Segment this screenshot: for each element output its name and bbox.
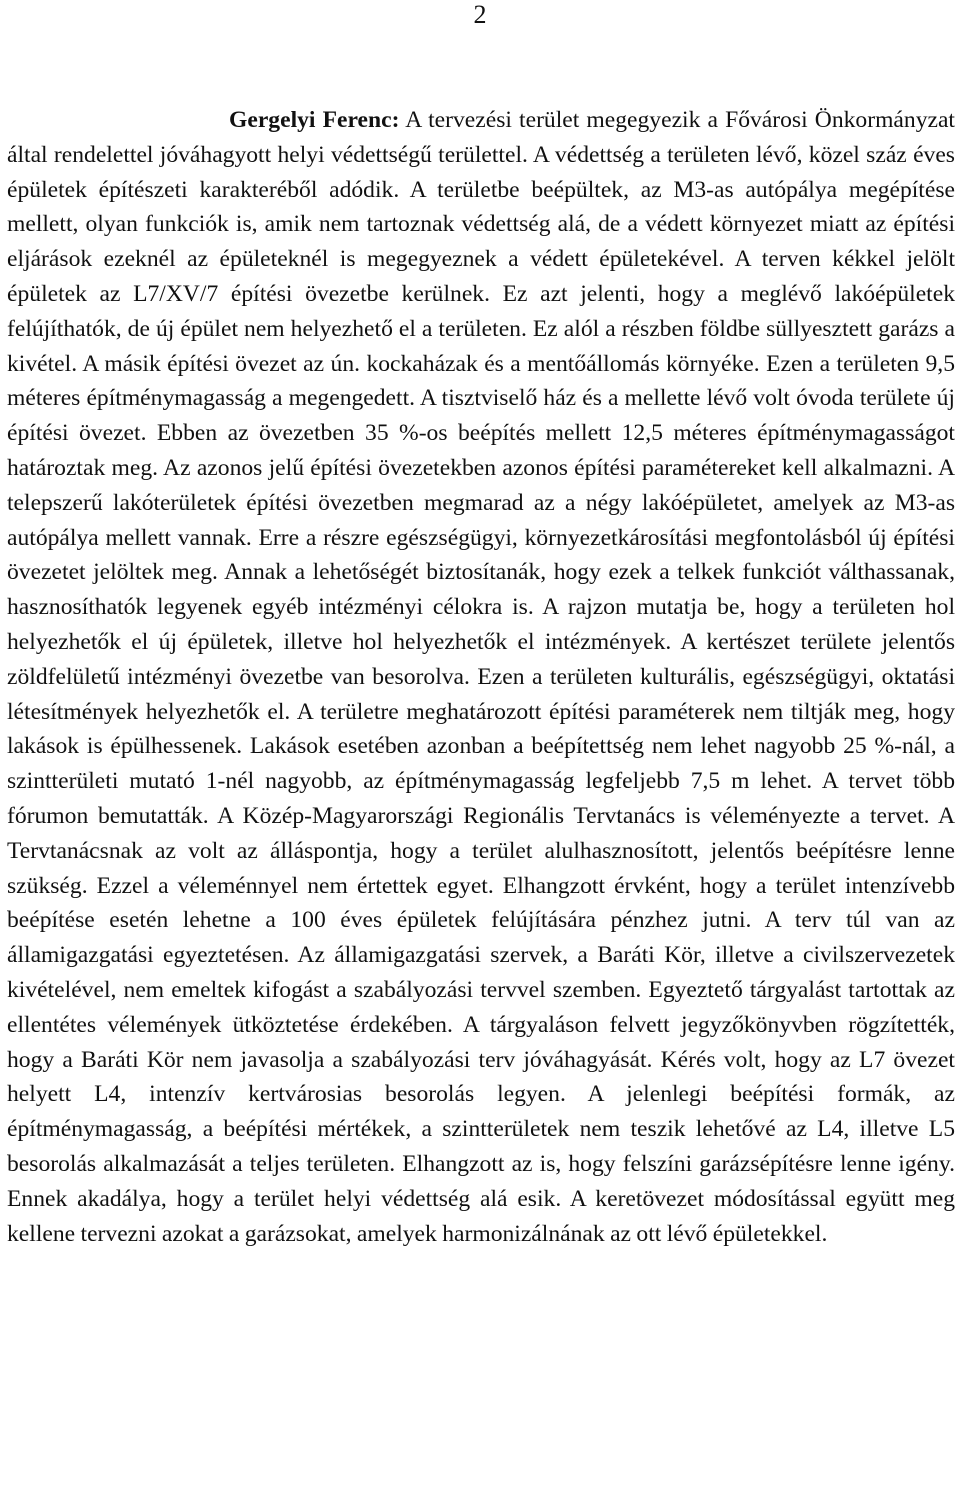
speaker-paragraph xyxy=(7,103,955,1251)
paragraph-text: A tervezési terület megegyezik a Fővárosi Önkormányzat által rendelettel jóváhagyott helyi védettségű területtel. A védettség a területen lévő, közel száz éves épületek építészeti karakteréből adódik. A területbe beépültek, az M3-as autópálya megépítése mellett, olyan funkciók is, amik nem tartoznak védettség alá, de a védett környezet miatt az építési eljárások ezeknél az épületeknél is megegyeznek a védett épületekével. A terven kékkel jelölt épületek az L7/XV/7 építési övezetbe kerülnek. Ez azt jelenti, hogy a meglévő lakóépületek felújíthatók, de új épület nem helyezhető el a területen. Ez alól a részben földbe süllyesztett garázs a kivétel. A másik építési övezet az ún. kockaházak és a mentőállomás környéke. Ezen a területen 9,5 méteres építménymagasság a megengedett. A tisztviselő ház és a mellette lévő volt óvoda területe új építési övezet. Ebben az övezetben 35 %-os beépítés mellett 12,5 méteres építménymagasságot határoztak meg. Az azonos jelű építési övezetekben azonos építési paramétereket kell alkalmazni. A telepszerű lakóterületek építési övezetben megmarad az a négy lakóépületet, amelyek az M3-as autópálya mellett vannak. Erre a részre egészségügyi, környezetkárosítási megfontolásból új építési övezetet jelöltek meg. Annak a lehetőségét biztosítanák, hogy ezek a telkek funkciót válthassanak, hasznosíthatók legyenek egyéb intézményi célokra is. A rajzon mutatja be, hogy a területen hol helyezhetők el új épületek, illetve hol helyezhetők el intézmények. A kertészet területe jelentős zöldfelületű intézményi övezetbe van besorolva. Ezen a területen kulturális, egészségügyi, oktatási létesítmények helyezhetők el. A területre meghatározott építési paraméterek nem tiltják meg, hogy lakások is épülhessenek. Lakások esetében azonban a beépítettség nem lehet nagyobb 25 %-nál, a szintterületi mutató 1-nél nagyobb, az építménymagasság legfeljebb 7,5 m lehet. A tervet több fórumon bemutatták. A Közép-Magyarországi Regionális Tervtanács is véleményezte a tervet. A Tervtanácsnak az volt az álláspontja, hogy a terület alulhasznosított, jelentős beépítésre lenne szükség. Ezzel a véleménnyel nem értettek egyet. Elhangzott érvként, hogy a terület intenzívebb beépítése esetén lehetne a 100 éves épületek felújítására pénzhez jutni. A terv túl van az államigazgatási egyeztetésen. Az államigazgatási szervek, a Baráti Kör, illetve a civilszervezetek kivételével, nem emeltek kifogást a szabályozási tervvel szemben. Egyeztető tárgyalást tartottak az ellentétes vélemények ütköztetése érdekében. A tárgyaláson felvett jegyzőkönyvben rögzítették, hogy a Baráti Kör nem javasolja a szabályozási terv jóváhagyását. Kérés volt, hogy az L7 övezet helyett L4, intenzív kertvárosias besorolás legyen. A jelenlegi beépítési formák, az építménymagasság, a beépítési mértékek, a szintterületek nem teszik lehetővé az L4, illetve L5 besorolás alkalmazását a teljes területen. Elhangzott az is, hogy felszíni garázsépítésre lenne igény. Ennek akadálya, hogy a terület helyi védettség alá esik. A keretövezet módosítással együtt meg kellene tervezni azokat a garázsokat, amelyek harmonizálnának az ott lévő épületekkel. xyxy=(7,107,955,1247)
page-number: 2 xyxy=(473,0,487,29)
speaker-name: Gergelyi Ferenc: xyxy=(229,107,400,133)
